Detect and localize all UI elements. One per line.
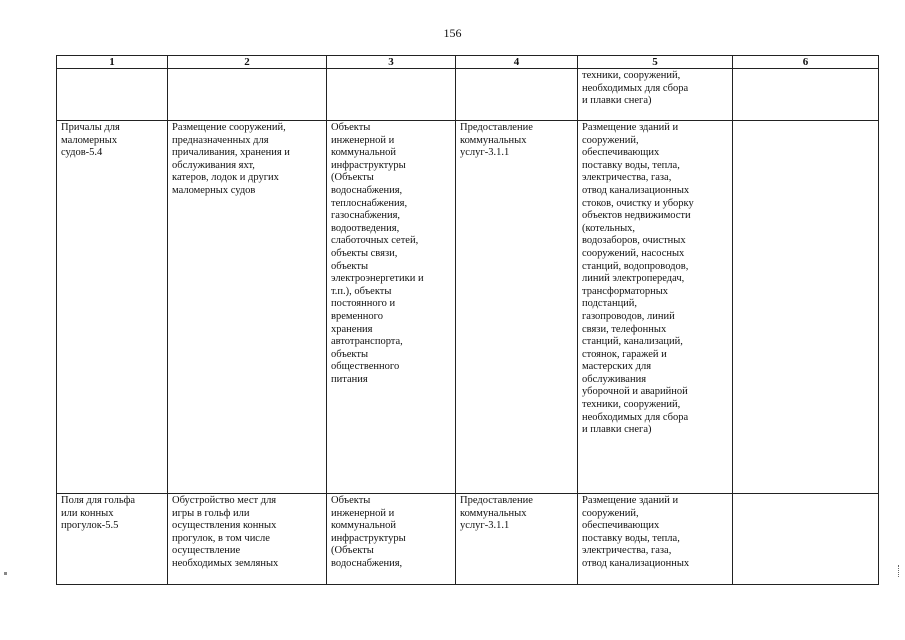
table-cell [456,69,578,121]
column-header: 5 [578,56,733,69]
table-cell: Обустройство мест для игры в гольф или осуществления конных прогулок, в том числе осуществление необходимых земляных [168,494,327,585]
table-cell [733,121,879,494]
table-cell: Предоставление коммунальных услуг-3.1.1 [456,494,578,585]
table-row [57,494,879,585]
table-row [57,69,879,121]
column-header: 2 [168,56,327,69]
table-cell: Размещение зданий и сооружений, обеспечивающих поставку воды, тепла, электричества, газа, отвод канализационных стоков, очистку и уборку объектов недвижимости (котельных, водозаборов, очистных сооружений, насосных станций, водопроводов, линий электропередач, трансформаторных подстанций, газопроводов, линий связи, телефонных станций, канализаций, стоянок, гаражей и мастерских для обслуживания уборочной и аварийной техники, сооружений, необходимых для сбора и плавки снега) [578,121,733,494]
column-header: 4 [456,56,578,69]
column-header: 6 [733,56,879,69]
table-cell [733,69,879,121]
table-cell [57,69,168,121]
table-cell: техники, сооружений, необходимых для сбора и плавки снега) [578,69,733,121]
table-cell: Объекты инженерной и коммунальной инфраструктуры (Объекты водоснабжения, теплоснабжения, газоснабжения, водоотведения, слаботочных сетей, объекты связи, объекты электроэнергетики и т.п.), объекты постоянного и временного хранения автотранспорта, объекты общественного питания [327,121,456,494]
column-header: 3 [327,56,456,69]
scan-mark-left [4,572,7,575]
table-cell: Размещение сооружений, предназначенных для причаливания, хранения и обслуживания яхт, катеров, лодок и других маломерных судов [168,121,327,494]
table-cell: Предоставление коммунальных услуг-3.1.1 [456,121,578,494]
scan-mark-right [898,565,903,577]
table-cell: Объекты инженерной и коммунальной инфраструктуры (Объекты водоснабжения, [327,494,456,585]
table-cell: Причалы для маломерных судов-5.4 [57,121,168,494]
land-use-table [56,55,879,585]
table-cell [733,494,879,585]
column-header: 1 [57,56,168,69]
page-number: 156 [443,26,462,40]
table-cell: Размещение зданий и сооружений, обеспечивающих поставку воды, тепла, электричества, газа, отвод канализационных [578,494,733,585]
table-cell [327,69,456,121]
table-row [57,121,879,494]
table-cell [168,69,327,121]
table-cell: Поля для гольфа или конных прогулок-5.5 [57,494,168,585]
table-header-row [57,56,879,69]
